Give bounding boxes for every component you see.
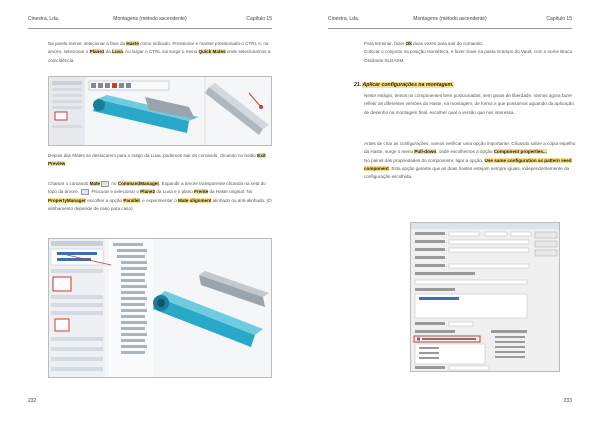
page-header xyxy=(28,16,272,26)
mate-icon xyxy=(101,181,109,187)
header-chapter: Capítulo 15 xyxy=(246,16,272,22)
expand-tree-icon xyxy=(81,189,89,195)
quick-mates-screenshot xyxy=(48,76,272,146)
paragraph-select-face: Na janela menor, selecionar a face da Haste como indicado. Pressionar e manter pressionado o CTRL e, na árvore, selecionar o Plane1 da Luva. Ao largar o CTRL vai surgir o menu Quick Mates onde selecionamos a coincidência. xyxy=(48,41,271,63)
paragraph-finish: Para terminar, fazer Ok duas vezes para sair do comando. Colocar o conjunto na posição Isométrica, e fazer Save na pasta Grampo do Vault, com o nome Braco Oscilante SLDASM. xyxy=(364,41,573,63)
header-chapter: Capítulo 15 xyxy=(546,16,572,22)
header-author: Cinestra, Lda. xyxy=(28,16,60,22)
header-rule xyxy=(328,28,572,29)
right-page xyxy=(300,0,600,424)
paragraph-mate-parallel: Chamar o comando Mate no CommandManager. Expandir a árvore transparente clicando na seta do topo da árvore. Procurar e selecionar o Plane2 da Luva e o plano Frente da Haste original. No PropertyManager escolher a opção Parallel, e experimentar o Mate alignment alinhado ou anti-alinhado. (O alinhamento depende de caso para caso) xyxy=(48,181,272,211)
parallel-mate-screenshot xyxy=(48,238,272,378)
header-title: Montagens (método ascendente) xyxy=(113,16,187,22)
component-properties-dialog-screenshot xyxy=(410,222,560,372)
paragraph-configurations-intro: Neste estágio, temos os componentes bem posicionados, sem graus de liberdade. Vamos agora fazer refletir as diferentes versões da Haste, na montagem, de forma a que possamos aquando da aplicação de desenho na montagem final, escolher qual a versão que nos interessa. xyxy=(364,93,574,115)
header-title: Montagens (método ascendente) xyxy=(413,16,487,22)
header-author: Cinestra, Lda. xyxy=(328,16,360,22)
page-number-left: 232 xyxy=(28,398,37,404)
page-header xyxy=(328,16,572,26)
header-rule xyxy=(28,28,272,29)
step-heading: 21. Aplicar configurações na montagem. xyxy=(354,82,454,88)
paragraph-exit-preview: Depois das Mates se deslocarem para o rasgo da Luva, podemos sair do comando, clicando no botão Exit Preview. xyxy=(48,153,266,167)
page-number-right: 233 xyxy=(563,398,572,404)
paragraph-component-properties: Antes de criar as configurações, vamos verificar uma opção importante. Clicando sobre a cópia espelho da Haste, surge o menu Pull-down, onde escolhemos a opção Component properties... No painel das propriedades do componente, ligar a opção, Use same configuration as pattern seed component. Esta opção garante que as duas hastes estejam sempre iguais, independentemente da configuração escolhida. xyxy=(364,141,576,180)
